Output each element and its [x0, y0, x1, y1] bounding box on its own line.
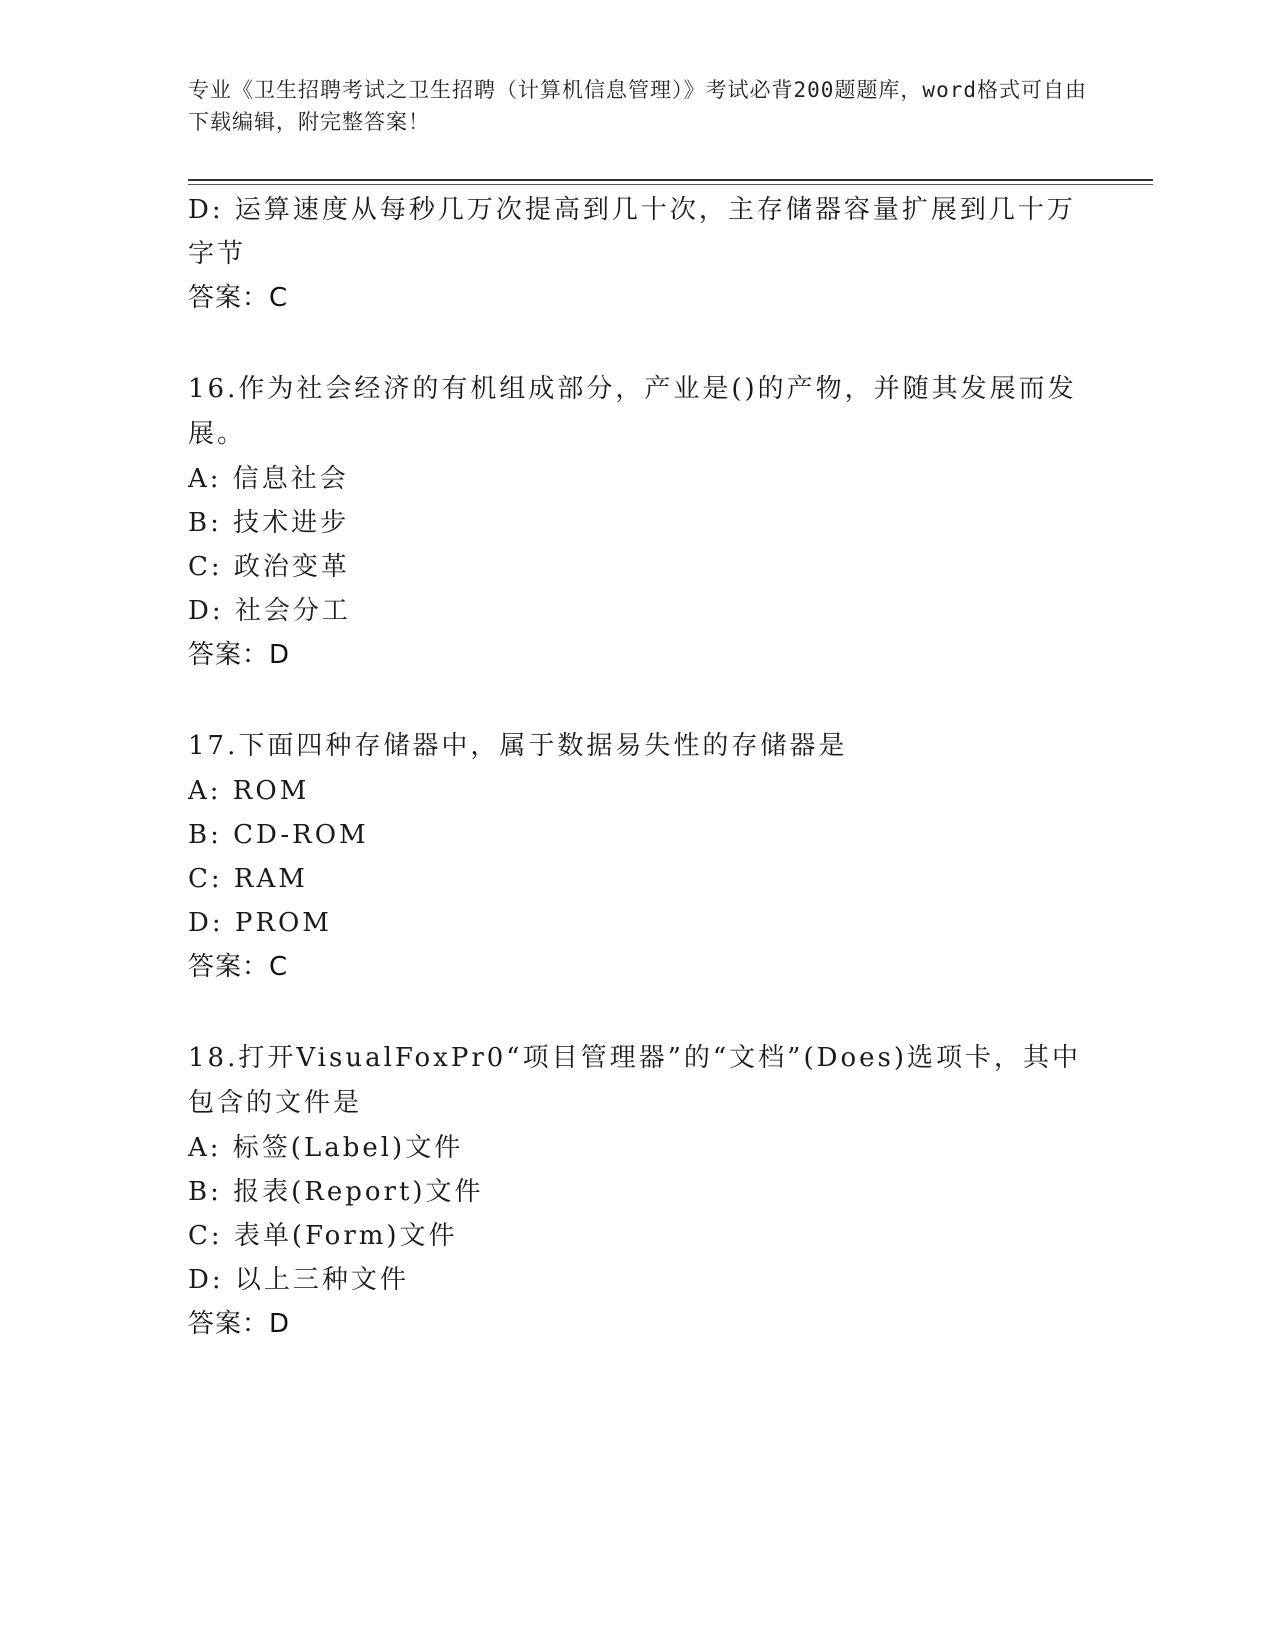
option-d: D: 以上三种文件 — [188, 1265, 409, 1295]
header-divider-thin — [188, 184, 1153, 185]
option-d-continued: 字节 — [188, 239, 247, 269]
question-stem-continued: 展。 — [188, 419, 247, 449]
answer: 答案：C — [188, 952, 289, 982]
question-stem: 16.作为社会经济的有机组成部分，产业是()的产物，并随其发展而发 — [188, 374, 1077, 404]
question-17 — [188, 724, 1088, 989]
partial-question-15 — [188, 188, 1088, 320]
option-d: D: 社会分工 — [188, 596, 351, 626]
answer: 答案：D — [188, 640, 291, 670]
header-divider-thick — [188, 179, 1153, 181]
option-a: A: 信息社会 — [188, 464, 349, 494]
option-d: D: PROM — [188, 908, 332, 938]
document-header: 专业《卫生招聘考试之卫生招聘（计算机信息管理）》考试必背200题题库，word格式可自由下载编辑，附完整答案！ — [188, 78, 1087, 134]
question-stem: 17.下面四种存储器中，属于数据易失性的存储器是 — [188, 731, 848, 761]
option-b: B: 技术进步 — [188, 508, 350, 538]
option-c: C: 政治变革 — [188, 552, 350, 582]
option-b: B: CD-ROM — [188, 820, 369, 850]
option-c: C: RAM — [188, 864, 308, 894]
answer: 答案：C — [188, 283, 289, 313]
question-18 — [188, 1036, 1088, 1346]
answer: 答案：D — [188, 1309, 291, 1339]
option-d: D: 运算速度从每秒几万次提高到几十次，主存储器容量扩展到几十万 — [188, 195, 1076, 225]
option-c: C: 表单(Form)文件 — [188, 1221, 458, 1251]
question-stem: 18.打开VisualFoxPr0“项目管理器”的“文档”(Does)选项卡，其中 — [188, 1043, 1081, 1073]
question-content — [188, 188, 1088, 1346]
option-b: B: 报表(Report)文件 — [188, 1177, 484, 1207]
option-a: A: ROM — [188, 776, 310, 806]
question-stem-continued: 包含的文件是 — [188, 1088, 363, 1118]
option-a: A: 标签(Label)文件 — [188, 1133, 464, 1163]
question-16 — [188, 367, 1088, 677]
